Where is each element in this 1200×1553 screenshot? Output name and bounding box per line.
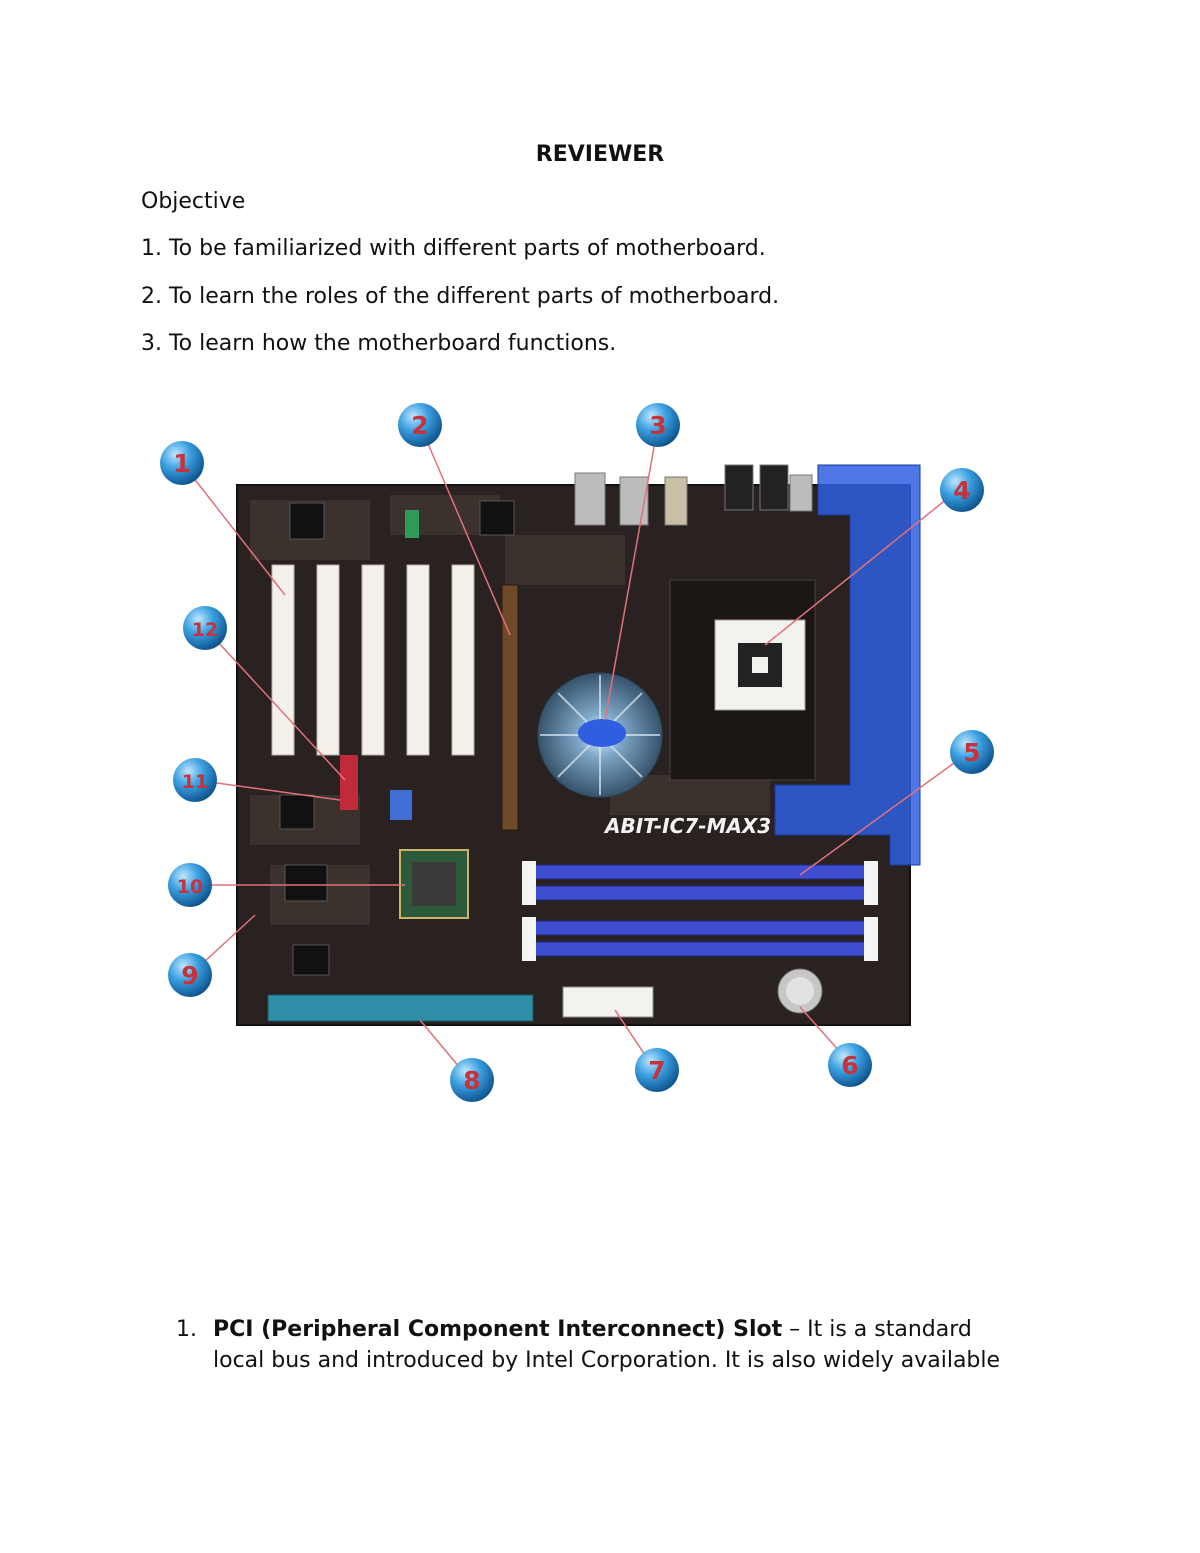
chip-bottom-left (293, 945, 329, 975)
callout-3-number: 3 (649, 411, 667, 440)
green-jumper (405, 510, 419, 538)
callout-3 (636, 403, 680, 447)
list-item (176, 1314, 1076, 1376)
callout-10-number: 10 (176, 876, 204, 898)
callout-4-number: 4 (953, 476, 971, 505)
atx-power-connector (563, 987, 653, 1017)
blue-headers (390, 790, 412, 820)
callout-8 (450, 1058, 494, 1102)
callout-12-number: 12 (191, 619, 219, 641)
callout-2 (398, 403, 442, 447)
callout-9 (168, 953, 212, 997)
callout-11 (173, 758, 217, 802)
callout-2-number: 2 (411, 411, 429, 440)
chip-top-mid (480, 501, 514, 535)
chip-top-left (290, 503, 324, 539)
callout-5 (950, 730, 994, 774)
parts-list (176, 1314, 1076, 1376)
list-item-number: 1. (176, 1317, 197, 1342)
red-headers (340, 755, 358, 810)
objective-heading: Objective (141, 189, 246, 214)
callout-1-number: 1 (173, 449, 191, 478)
callout-6-number: 6 (841, 1051, 859, 1080)
objective-item-2: 2. To learn the roles of the different parts of motherboard. (141, 284, 780, 309)
callout-7-number: 7 (648, 1056, 666, 1085)
callout-7 (635, 1048, 679, 1092)
list-item-text-line2: local bus and introduced by Intel Corporation. It is also widely available (213, 1348, 1001, 1373)
board-brand-label: ABIT-IC7-MAX3 (605, 814, 772, 838)
chip-left-mid (280, 795, 314, 829)
objective-item-3: 3. To learn how the motherboard functions. (141, 331, 617, 356)
callout-9-number: 9 (181, 961, 199, 990)
callout-11-number: 11 (181, 771, 209, 793)
list-item-term: PCI (Peripheral Component Interconnect) Slot (213, 1317, 783, 1342)
motherboard-figure (150, 395, 1010, 1110)
callout-6 (828, 1043, 872, 1087)
page-title: REVIEWER (535, 142, 665, 167)
callout-5-number: 5 (963, 738, 981, 767)
callout-8-number: 8 (463, 1066, 481, 1095)
ide-connectors (268, 995, 533, 1021)
objective-item-1: 1. To be familiarized with different parts of motherboard. (141, 236, 766, 261)
callout-12 (183, 606, 227, 650)
callout-4 (940, 468, 984, 512)
callout-10 (168, 863, 212, 907)
chip-left-low (285, 865, 327, 901)
list-item-text-line1: – It is a standard (782, 1317, 972, 1342)
callout-1 (160, 441, 204, 485)
